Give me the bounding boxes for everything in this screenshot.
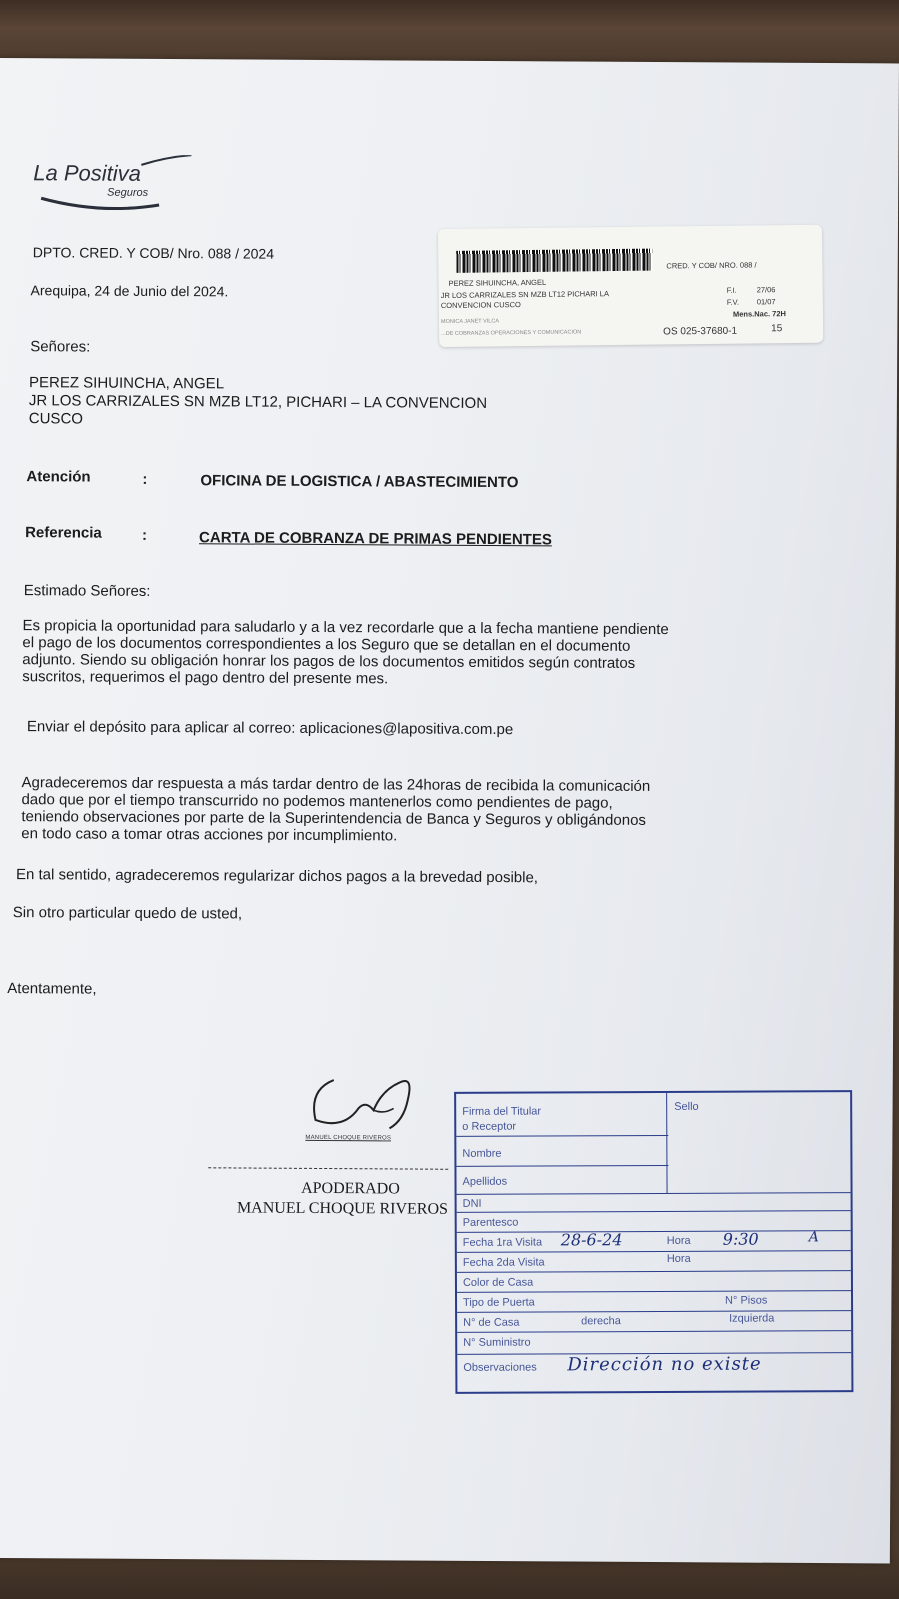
handwritten-signature (303, 1070, 433, 1141)
paragraph-1-line: Es propicia la oportunidad para saludarlo y a la vez recordarle que a la fecha mantiene pendiente (22, 617, 669, 639)
visit-nombre-label: Nombre (462, 1147, 502, 1160)
visit-form-rule (457, 1270, 851, 1273)
label-area: ...DE COBRANZAS OPERACIONES Y COMUNICACION (441, 329, 582, 338)
visit-form-rule (457, 1250, 851, 1253)
reference-value: CARTA DE COBRANZA DE PRIMAS PENDIENTES (199, 529, 552, 549)
logo-sub: Seguros (107, 186, 149, 199)
label-fi-value: 27/06 (756, 285, 776, 295)
visit-form-rule (456, 1135, 668, 1137)
greeting: Estimado Señores: (23, 582, 151, 600)
visit-suministro-label: N° Suministro (463, 1336, 531, 1349)
attention-value: OFICINA DE LOGISTICA / ABASTECIMIENTO (200, 472, 519, 492)
letter-page (0, 58, 899, 1563)
attention-colon: : (142, 470, 148, 488)
visit-tipo-puerta-label: Tipo de Puerta (463, 1296, 535, 1309)
paragraph-1-line: adjunto. Siendo su obligación honrar los pagos de los documentos emitidos según contratos (22, 651, 636, 672)
visit-pisos-label: N° Pisos (725, 1294, 768, 1307)
reference-colon: : (142, 526, 148, 544)
visit-hora1-value: 9:30 (722, 1229, 759, 1249)
label-address-1: JR LOS CARRIZALES SN MZB LT12 PICHARI LA (440, 289, 610, 301)
label-fv: F.V. (726, 297, 740, 307)
visit-fecha1-label: Fecha 1ra Visita (462, 1236, 543, 1249)
label-fv-value: 01/07 (756, 297, 776, 307)
label-service: Mens.Nac. 72H (732, 309, 786, 319)
visit-apellidos-label: Apellidos (462, 1175, 508, 1188)
paragraph-3 (21, 774, 741, 846)
paragraph-1-line: suscritos, requerimos el pago dentro del presente mes. (22, 668, 389, 688)
signatory-name: MANUEL CHOQUE RIVEROS (236, 1199, 448, 1218)
paragraph-4: En tal sentido, agradeceremos regularizar dichos pagos a la brevedad posible, (15, 866, 539, 887)
visit-form-rule (457, 1310, 851, 1313)
visit-dni-label: DNI (462, 1197, 482, 1210)
visit-form-divider (666, 1093, 667, 1193)
paragraph-3-line: en todo caso a tomar otras acciones por incumplimiento. (21, 825, 398, 845)
visit-derecha-label: derecha (581, 1315, 621, 1328)
label-os: OS 025-37680-1 (663, 325, 738, 338)
visit-izquierda-label: Izquierda (729, 1312, 775, 1325)
paragraph-3-line: dado que por el tiempo transcurrido no podemos mantenerlos como pendientes de pago, (21, 791, 613, 812)
courier-visit-form (454, 1090, 853, 1394)
salutation-to: Señores: (30, 338, 91, 356)
logo-swoosh-icon (31, 154, 201, 215)
barcode-icon (456, 249, 652, 273)
label-agent: MONICA JANET VILCA (440, 318, 500, 326)
visit-observaciones-value: Dirección no existe (567, 1353, 762, 1376)
courier-label (438, 225, 823, 347)
visit-hora2-label: Hora (666, 1252, 691, 1265)
visit-form-rule (457, 1330, 851, 1333)
label-fi: F.I. (726, 285, 737, 295)
paragraph-1 (22, 617, 742, 689)
recipient-city: CUSCO (28, 410, 84, 428)
visit-fecha2-label: Fecha 2da Visita (462, 1256, 545, 1269)
department-reference: DPTO. CRED. Y COB/ Nro. 088 / 2024 (32, 244, 275, 262)
visit-form-rule (456, 1165, 668, 1167)
signature-line (208, 1167, 448, 1169)
visit-receptor-label: o Receptor (462, 1120, 517, 1133)
visit-fecha1-value: 28-6-24 (560, 1230, 623, 1250)
signatory-role: APODERADO (301, 1179, 400, 1198)
label-address-2: CONVENCION CUSCO (440, 300, 521, 311)
visit-form-rule (457, 1290, 851, 1293)
visit-form-rule (457, 1210, 851, 1213)
company-logo (31, 154, 201, 215)
visit-color-casa-label: Color de Casa (462, 1276, 534, 1289)
paragraph-1-line: el pago de los documentos correspondientes a los Seguro que se detallan en el documento (22, 634, 631, 655)
paragraph-3-line: Agradeceremos dar respuesta a más tardar dentro de las 24horas de recibida la comunicación (21, 774, 651, 795)
visit-firma-label: Firma del Titular (462, 1105, 542, 1118)
label-dept: CRED. Y COB/ NRO. 088 / (666, 260, 757, 271)
label-name: PEREZ SIHUINCHA, ANGEL (448, 277, 547, 288)
paragraph-5: Sin otro particular quedo de usted, (12, 904, 243, 923)
recipient-address: JR LOS CARRIZALES SN MZB LT12, PICHARI – LA CONVENCION (28, 392, 488, 412)
paragraph-3-line: teniendo observaciones por parte de la Superintendencia de Banca y Seguros y obligándonos (21, 808, 647, 829)
recipient-name: PEREZ SIHUINCHA, ANGEL (28, 374, 225, 393)
attention-label: Atención (26, 468, 91, 486)
signature-stamp-text: MANUEL CHOQUE RIVEROS (305, 1134, 392, 1142)
closing: Atentamente, (7, 980, 97, 998)
visit-form-rule (457, 1230, 851, 1233)
visit-observaciones-label: Observaciones (463, 1361, 537, 1374)
place-date: Arequipa, 24 de Junio del 2024. (30, 282, 229, 300)
visit-hora1-extra: A (808, 1229, 819, 1246)
visit-casa-label: N° de Casa (463, 1316, 520, 1329)
logo-name: La Positiva (33, 160, 141, 186)
reference-label: Referencia (25, 524, 102, 542)
deposit-instruction: Enviar el depósito para aplicar al correo: aplicaciones@lapositiva.com.pe (26, 718, 514, 739)
visit-form-rule (457, 1192, 851, 1195)
visit-hora1-label: Hora (666, 1234, 691, 1247)
label-count: 15 (771, 323, 783, 335)
visit-parentesco-label: Parentesco (462, 1216, 519, 1229)
visit-sello-label: Sello (674, 1100, 699, 1113)
